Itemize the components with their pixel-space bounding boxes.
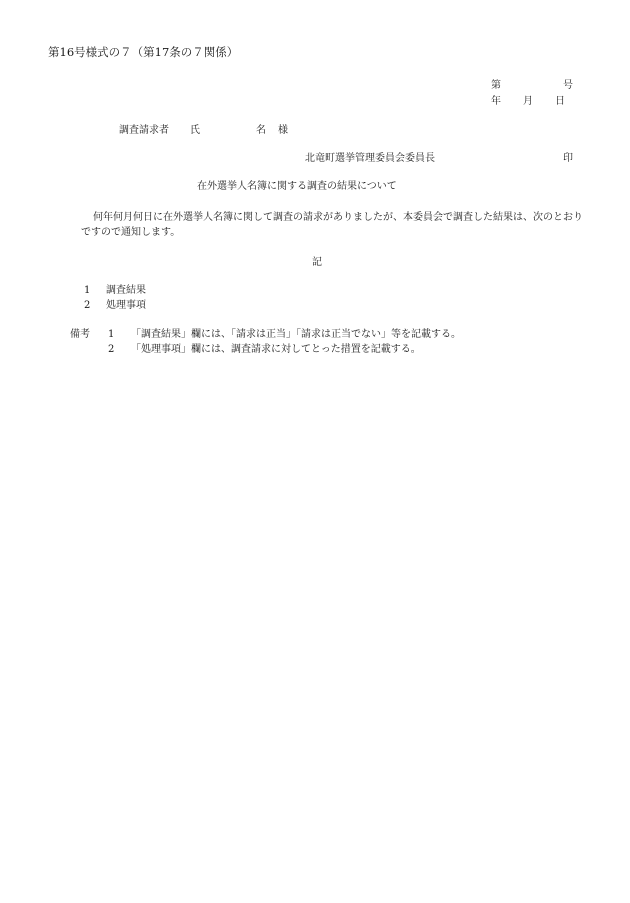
list-item — [84, 286, 146, 296]
remark-text: 「調査結果」欄には、「請求は正当」「請求は正当でない」等を記載する。 — [131, 329, 461, 340]
document-number-line — [491, 81, 573, 91]
remark-item — [108, 345, 421, 355]
list-item — [84, 301, 146, 311]
remark-number: 2 — [108, 344, 115, 355]
item-label: 処理事項 — [106, 300, 146, 311]
addressee-sama: 様 — [278, 125, 288, 136]
remark-text: 「処理事項」欄には、調査請求に対してとった措置を記載する。 — [131, 344, 421, 355]
addressee-shi: 氏 — [190, 125, 200, 136]
document-subject: 在外選挙人名簿に関する調査の結果について — [197, 181, 397, 192]
remark-number: 1 — [108, 329, 115, 340]
remarks-heading: 備考 — [70, 329, 90, 340]
seal-mark: 印 — [563, 153, 573, 164]
number-go: 号 — [563, 80, 573, 91]
sender-title: 北竜町選挙管理委員会委員長 — [305, 153, 435, 164]
date-day: 日 — [555, 96, 565, 107]
item-label: 調査結果 — [106, 285, 146, 296]
ki-heading: 記 — [312, 257, 322, 268]
remark-item — [108, 330, 461, 340]
addressee-label: 調査請求者 — [119, 125, 169, 136]
body-paragraph: 何年何月何日に在外選挙人名簿に関して調査の請求がありましたが、本委員会で調査した結果は、次のとおりですので通知します。 — [81, 212, 583, 238]
form-label: 第16号様式の７（第17条の７関係） — [48, 45, 239, 59]
date-year: 年 — [491, 96, 501, 107]
date-month: 月 — [523, 96, 533, 107]
addressee-name-line — [190, 126, 288, 136]
date-line — [491, 97, 565, 107]
addressee-mei: 名 — [256, 125, 266, 136]
number-dai: 第 — [491, 80, 501, 91]
item-number: 2 — [84, 300, 91, 311]
item-number: 1 — [84, 285, 91, 296]
